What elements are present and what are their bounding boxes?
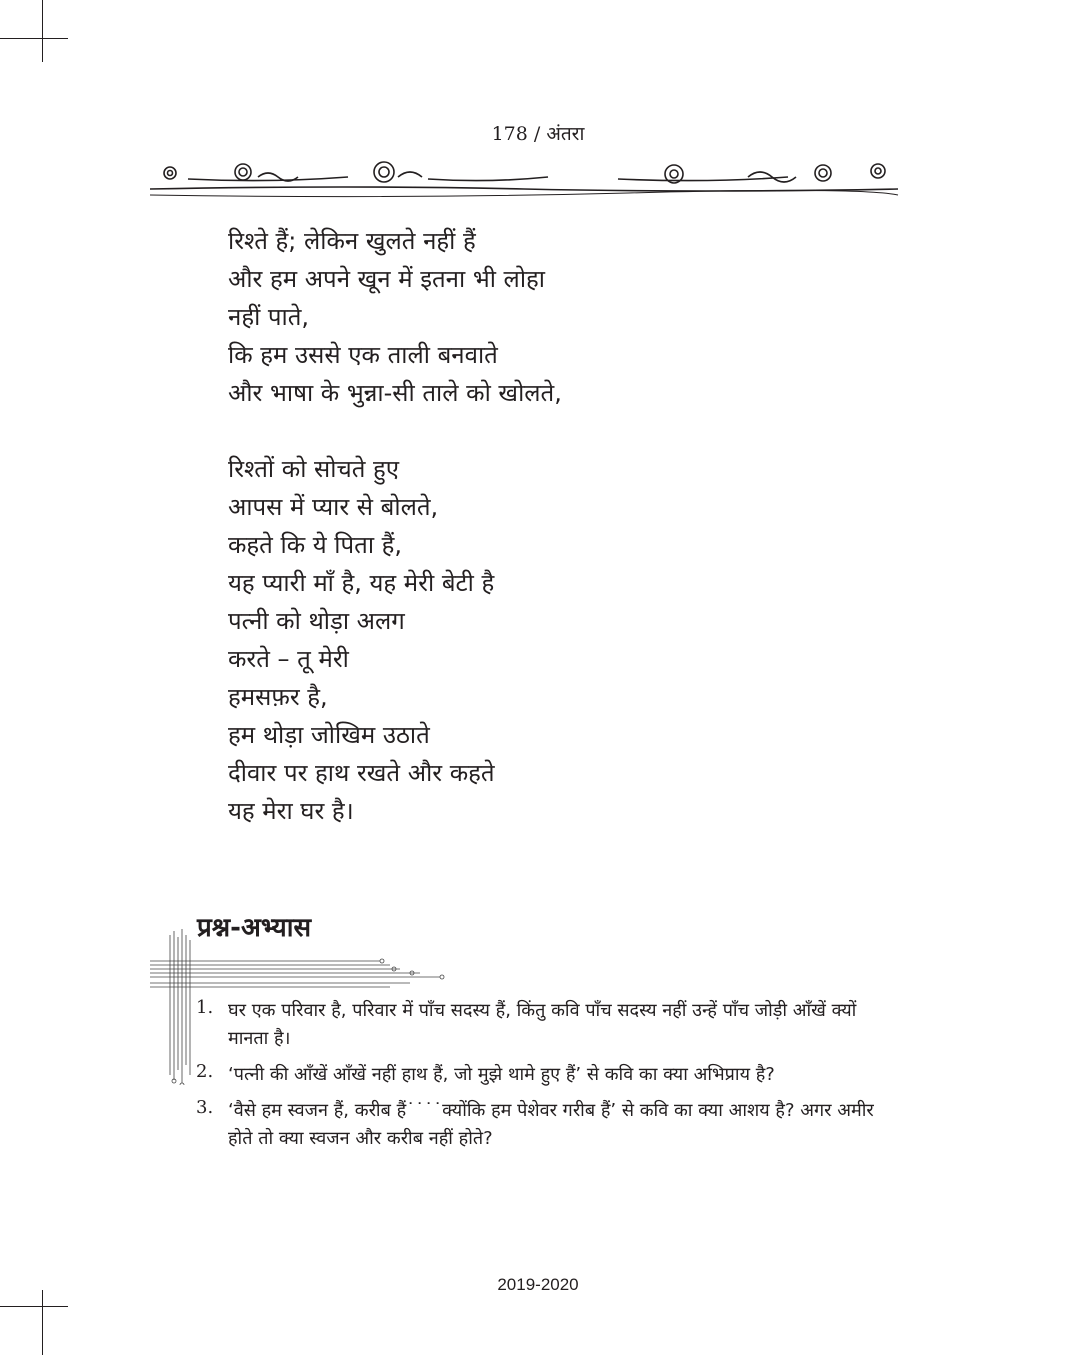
poem-line: हमसफ़र है, <box>228 683 328 711</box>
exercise-title: प्रश्न-अभ्यास <box>197 913 312 943</box>
poem-line: यह प्यारी माँ है, यह मेरी बेटी है <box>228 569 495 597</box>
poem-line: और भाषा के भुन्ना-सी ताले को खोलते, <box>228 379 562 407</box>
crop-mark-top-v <box>42 0 43 62</box>
crop-mark-bottom-h <box>0 1306 68 1307</box>
question-number: 3. <box>196 1097 214 1118</box>
question-item <box>196 997 901 1053</box>
poem-line: आपस में प्यार से बोलते, <box>228 493 439 521</box>
question-text: घर एक परिवार है, परिवार में पाँच सदस्य हैं, किंतु कवि पाँच सदस्य नहीं उन्हें पाँच जोड़ी आँखें क्यों मानता है। <box>228 1000 857 1049</box>
crop-mark-top-h <box>0 38 68 39</box>
poem-line: नहीं पाते, <box>228 303 310 331</box>
poem-line: रिश्तों को सोचते हुए <box>228 455 400 483</box>
page-footer: 2019-2020 <box>497 1275 579 1294</box>
question-item <box>196 1097 901 1153</box>
poem-line: रिश्ते हैं; लेकिन खुलते नहीं हैं <box>228 227 476 255</box>
poem-line: और हम अपने खून में इतना भी लोहा <box>228 265 545 293</box>
poem-line: दीवार पर हाथ रखते और कहते <box>228 759 495 787</box>
poem-line: पत्नी को थोड़ा अलग <box>228 607 405 635</box>
page-header: 178 / अंतरा <box>491 123 585 145</box>
poem-line: हम थोड़ा जोखिम उठाते <box>228 721 430 749</box>
poem-line: यह मेरा घर है। <box>228 797 354 825</box>
decorative-border <box>148 155 900 203</box>
crop-mark-bottom-v <box>42 1290 43 1355</box>
poem-line: कि हम उससे एक ताली बनवाते <box>228 341 498 369</box>
stanza-1 <box>228 222 562 412</box>
poem <box>228 222 562 868</box>
poem-line: कहते कि ये पिता हैं, <box>228 531 403 559</box>
question-item <box>196 1061 901 1089</box>
question-number: 2. <box>196 1061 214 1082</box>
poem-line: करते – तू मेरी <box>228 645 349 673</box>
question-number: 1. <box>196 997 214 1018</box>
question-list <box>196 997 901 1161</box>
question-text: ‘पत्नी की आँखें आँखें नहीं हाथ हैं, जो मुझे थामे हुए हैं’ से कवि का क्या अभिप्राय है? <box>228 1064 775 1085</box>
question-text: ‘वैसे हम स्वजन हैं, करीब हैं˙˙˙˙क्योंकि हम पेशेवर गरीब हैं’ से कवि का क्या आशय है? अगर अमीर होते तो क्या स्वजन और करीब नहीं होते? <box>228 1100 874 1149</box>
stanza-2 <box>228 450 562 830</box>
